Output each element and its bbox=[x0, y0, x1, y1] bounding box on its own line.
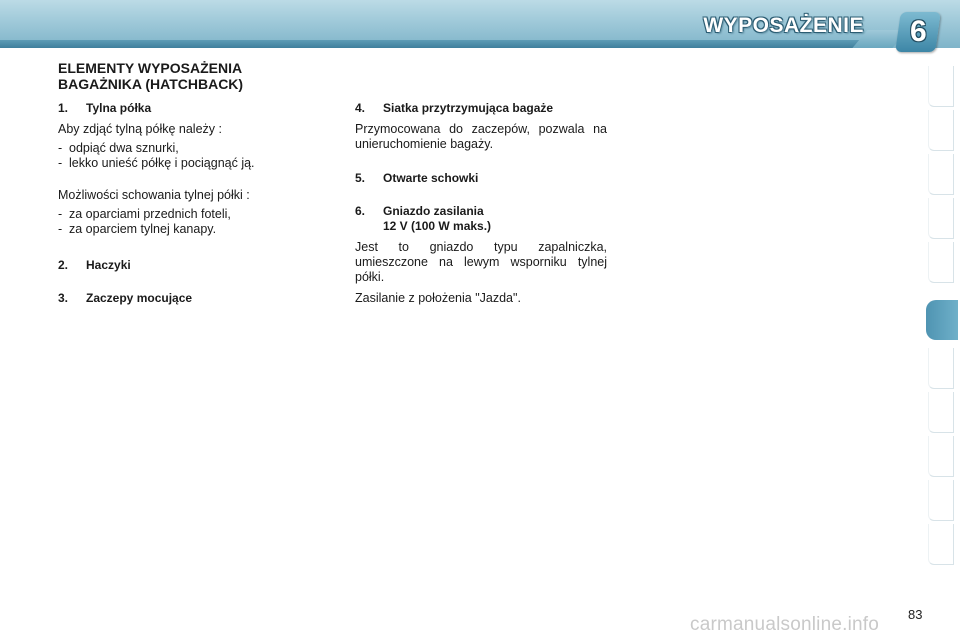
list-item-text: odpiąć dwa sznurki, bbox=[69, 141, 179, 155]
chapter-tab[interactable] bbox=[928, 436, 954, 477]
dash-bullet: - bbox=[58, 141, 63, 155]
chapter-tab[interactable] bbox=[928, 524, 954, 565]
item-title: Tylna półka bbox=[86, 101, 152, 115]
right-column bbox=[355, 101, 607, 306]
chapter-number: 6 bbox=[909, 15, 927, 48]
item-text: Przymocowana do zaczepów, pozwala na unieruchomienie bagaży. bbox=[355, 122, 607, 151]
item-heading bbox=[355, 171, 607, 186]
watermark: carmanualsonline.info bbox=[690, 614, 880, 635]
item-heading bbox=[355, 101, 607, 116]
chapter-tab[interactable] bbox=[928, 198, 954, 239]
chapter-title: WYPOSAŻENIE bbox=[703, 14, 864, 37]
item-text: Aby zdjąć tylną półkę należy : bbox=[58, 122, 222, 136]
list-item bbox=[58, 141, 308, 156]
list-item-text: za oparciem tylnej kanapy. bbox=[69, 222, 217, 236]
dash-bullet: - bbox=[58, 222, 63, 236]
item-title: Otwarte schowki bbox=[383, 171, 479, 185]
item-title: Haczyki bbox=[86, 258, 131, 272]
chapter-tab-rail bbox=[928, 66, 960, 576]
section-title bbox=[58, 60, 318, 92]
header-band bbox=[0, 0, 960, 48]
item-title-block bbox=[383, 204, 491, 234]
section-title-line: ELEMENTY WYPOSAŻENIA bbox=[58, 60, 243, 76]
chapter-tab[interactable] bbox=[928, 154, 954, 195]
page-number: 83 bbox=[908, 607, 923, 622]
dash-bullet: - bbox=[58, 207, 63, 221]
item-text: Możliwości schowania tylnej półki : bbox=[58, 188, 250, 202]
item-heading bbox=[58, 101, 308, 116]
item-title: Siatka przytrzymująca bagaże bbox=[383, 101, 554, 115]
item-number: 6. bbox=[355, 204, 366, 218]
header-stripe bbox=[0, 40, 880, 48]
chapter-badge bbox=[895, 12, 941, 52]
item-text: Jest to gniazdo typu zapalniczka, umieszczone na lewym wsporniku tylnej półki. bbox=[355, 240, 607, 284]
chapter-tab[interactable] bbox=[928, 110, 954, 151]
item-title: Zaczepy mocujące bbox=[86, 291, 193, 305]
item-number: 1. bbox=[58, 101, 69, 115]
item-number: 5. bbox=[355, 171, 366, 185]
item-number: 3. bbox=[58, 291, 69, 305]
item-text: Zasilanie z położenia "Jazda". bbox=[355, 291, 521, 305]
item-heading bbox=[58, 258, 308, 273]
item-number: 4. bbox=[355, 101, 366, 115]
item-heading bbox=[355, 204, 607, 234]
item-title: 12 V (100 W maks.) bbox=[383, 219, 492, 233]
dash-bullet: - bbox=[58, 156, 63, 170]
list-item bbox=[58, 207, 308, 222]
chapter-tab[interactable] bbox=[928, 348, 954, 389]
chapter-tab[interactable] bbox=[928, 66, 954, 107]
item-heading bbox=[58, 291, 308, 306]
chapter-tab-active[interactable] bbox=[926, 300, 958, 340]
list-item-text: za oparciami przednich foteli, bbox=[69, 207, 231, 221]
list-item bbox=[58, 156, 308, 171]
chapter-tab[interactable] bbox=[928, 242, 954, 283]
section-title-line: BAGAŻNIKA (HATCHBACK) bbox=[58, 76, 244, 92]
item-title: Gniazdo zasilania bbox=[383, 204, 484, 218]
chapter-tab[interactable] bbox=[928, 480, 954, 521]
item-number: 2. bbox=[58, 258, 69, 272]
chapter-tab[interactable] bbox=[928, 392, 954, 433]
left-column bbox=[58, 101, 308, 306]
list-item bbox=[58, 222, 308, 237]
list-item-text: lekko unieść półkę i pociągnąć ją. bbox=[69, 156, 255, 170]
